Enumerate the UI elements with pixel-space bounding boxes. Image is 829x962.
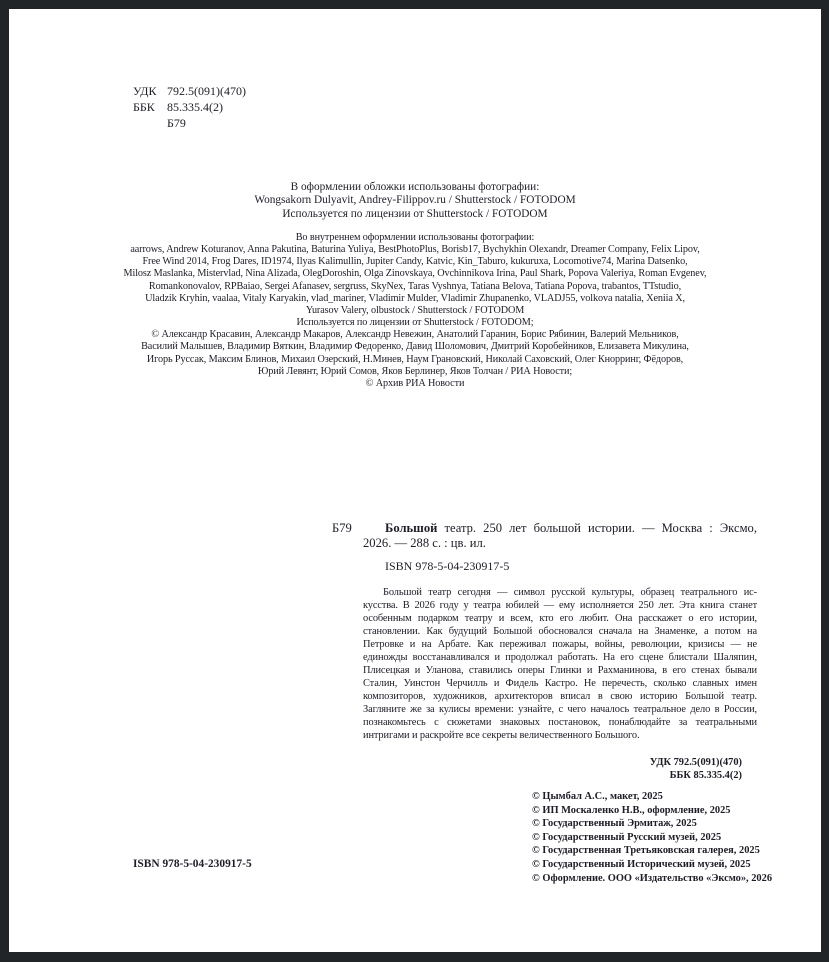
author-sign-row: [133, 115, 246, 131]
annotation-line: познакомьтесь с сюжетами знаковых постановок, понаблюдайте за театральными: [363, 717, 757, 729]
interior-credit-line: aarrows, Andrew Koturanov, Anna Pakutina, Baturina Yuliya, BestPhotoPlus, Borisb17, Bychykhin Olexandr, Dreamer Company, Felix Lipov,: [130, 244, 700, 256]
copyright-line: © Оформление. ООО «Издательство «Эксмо», 2026: [532, 872, 773, 884]
bbk-label: ББК: [133, 100, 155, 114]
cover-credits-block: [9, 181, 821, 221]
author-sign-value: Б79: [167, 116, 186, 130]
interior-credit-line: Во внутреннем оформлении использованы фотографии:: [295, 232, 535, 243]
copyright-line: © Государственный Исторический музей, 2025: [532, 858, 751, 870]
interior-credit-line: © Архив РИА Новости: [365, 377, 465, 389]
classification-block: [133, 83, 246, 131]
copyright-line: © Государственная Третьяковская галерея, 2025: [532, 845, 760, 857]
interior-credit-line: Romankonovalov, RPBaiao, Sergei Afanasev, sergruss, SkyNex, Taras Vyshnya, Tatiana Belova, Tatiana Popova, trabantos, TTstudio,: [148, 280, 682, 292]
interior-credit-line: Free Wind 2014, Frog Dares, ID1974, Ilyas Kalimullin, Jupiter Candy, Katvic, Kin_Taburo, kukuruxa, Locomotive74, Marina Datsenko,: [142, 256, 688, 268]
annotation-line: становлении. Как будущий Большой обосновался сначала на Знаменке, а потом на: [363, 625, 757, 637]
cover-credit-line: Wongsakorn Dulyavit, Andrey-Filippov.ru / Shutterstock / FOTODOM: [254, 194, 576, 207]
isbn-bottom: ISBN 978-5-04-230917-5: [133, 858, 252, 870]
annotation-line: единожды восстанавливался и продолжал работать. На его сцене блистали Шаляпин,: [363, 651, 757, 663]
interior-credit-line: Yurasov Valery, olbustock / Shutterstock / FOTODOM: [305, 304, 525, 316]
bbk-value: 85.335.4(2): [167, 100, 223, 114]
interior-credit-line: Василий Малышев, Владимир Вяткин, Владимир Федоренко, Давид Шоломович, Дмитрий Коробейников, Елизавета Микулина,: [141, 341, 689, 353]
copyright-block: [532, 790, 772, 885]
book-imprint-page: [9, 9, 821, 952]
annotation-line: Сталин, Уинстон Черчилль и Фидель Кастро. Не перечесть, сколько славных имен: [363, 677, 757, 689]
copyright-line: © Цымбал А.С., макет, 2025: [532, 791, 663, 802]
copyright-line: © Государственный Эрмитаж, 2025: [532, 818, 697, 830]
udk-label: УДК: [133, 84, 157, 98]
catalog-author-sign: Б79: [332, 521, 352, 535]
annotation-line: Большой театр сегодня — символ русской культуры, образец театрального ис-: [383, 586, 757, 598]
catalog-card: [332, 521, 757, 742]
annotation-line: композиторов, художников, архитекторов вписал в свою историю Большой театр.: [363, 690, 757, 702]
interior-credit-line: Игорь Руссак, Максим Блинов, Михаил Озерский, Н.Минев, Наум Грановский, Николай Саховский, Олег Кнорринг, Фёдоров,: [146, 353, 684, 365]
interior-credit-line: Юрий Левянт, Юрий Сомов, Яков Берлинер, Яков Толчан / РИА Новости;: [257, 365, 573, 377]
copyright-line: © Государственный Русский музей, 2025: [532, 831, 722, 843]
catalog-title-line2: 2026. — 288 с. : цв. ил.: [363, 536, 486, 551]
interior-credit-line: Milosz Maslanka, Mistervlad, Nina Alizada, OlegDoroshin, Olga Zinovskaya, Ovchinnikova Irina, Paul Shark, Popova Valeriya, Roman Evgenev,: [123, 268, 707, 280]
catalog-title-rest: театр. 250 лет большой истории. — Москва : Эксмо,: [437, 521, 757, 535]
annotation-line: кусства. В 2026 году у театра юбилей — ему исполняется 250 лет. Эта книга станет: [363, 599, 757, 611]
interior-credit-line: Uladzik Kryhin, vaalaa, Vitaly Karyakin, vlad_mariner, Vladimir Mulder, Vladimir Zhupanenko, VLADJ55, volkova natalia, Xeniia X,: [145, 292, 685, 304]
udk-value: 792.5(091)(470): [167, 84, 246, 98]
bbk-footer-value: ББК 85.335.4(2): [669, 770, 742, 781]
catalog-title-bold: Большой: [385, 521, 438, 535]
annotation-line: особенным подарком театру и всем, кто его любит. Она расскажет о его истории,: [363, 612, 757, 624]
udk-footer-value: УДК 792.5(091)(470): [649, 757, 742, 768]
interior-credit-line: Используется по лицензии от Shutterstock / FOTODOM;: [296, 317, 534, 329]
annotation-line: Плисецкая и Уланова, ставились оперы Глинки и Рахманинова, в его стенах бывали: [363, 664, 757, 676]
classification-footer: [650, 756, 742, 782]
interior-credit-line: © Александр Красавин, Александр Макаров, Александр Невежин, Анатолий Гаранин, Борис Рябинин, Валерий Мельников,: [151, 329, 679, 341]
author-sign-spacer: [133, 115, 167, 131]
interior-credits-block: [9, 232, 821, 390]
udk-row: [133, 83, 246, 99]
catalog-title-line1: [363, 521, 757, 536]
annotation-line: интригами и раскройте все секреты величественного Большого.: [363, 730, 640, 742]
cover-credit-line: Используется по лицензии от Shutterstock / FOTODOM: [282, 207, 548, 220]
annotation-paragraph: [363, 586, 757, 743]
cover-credit-line: В оформлении обложки использованы фотографии:: [290, 181, 540, 193]
copyright-line: © ИП Москаленко Н.В., оформление, 2025: [532, 804, 731, 816]
bbk-row: [133, 99, 246, 115]
annotation-line: Загляните же за кулисы времени: узнайте, с чего началось театральное дело в России,: [363, 704, 757, 716]
catalog-isbn: ISBN 978-5-04-230917-5: [385, 559, 510, 574]
annotation-line: Петровке и на Арбате. Как переживал пожары, войны, революции, кризисы — не: [363, 638, 757, 650]
